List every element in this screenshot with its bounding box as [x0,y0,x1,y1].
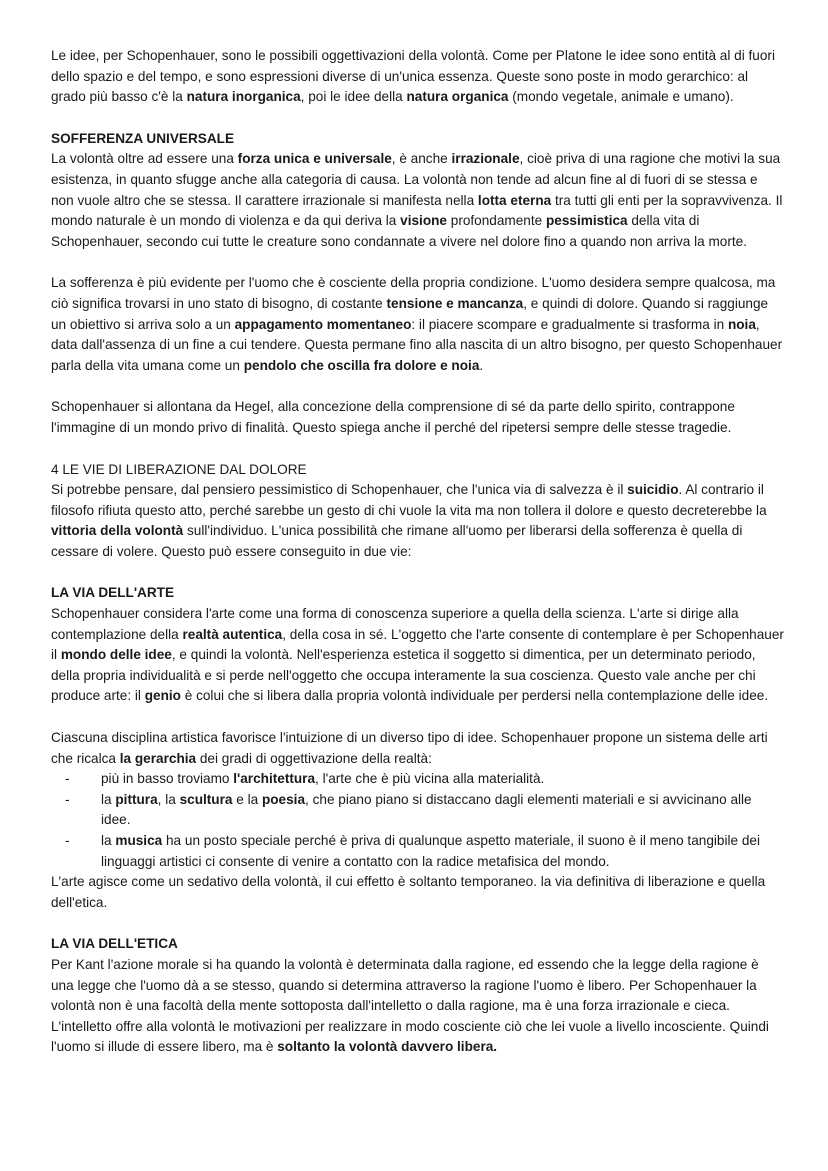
list-item-pittura-scultura-poesia [101,790,784,831]
text: la [101,833,116,848]
text: Le idee, per Schopenhauer, sono le possibili oggettivazioni della volontà. Come per Platone le idee sono entità al di fuori dello spazio e del tempo, e sono espressioni diverse di un'unica essenza. Queste sono poste in modo gerarchico: al grado più basso c'è la [51,48,775,105]
arts-hierarchy-list [51,769,784,872]
bold-text: forza unica e universale [237,151,392,167]
bold-text: la gerarchia [119,750,197,766]
etica-paragraph [51,955,784,1058]
sofferenza-paragraph-1 [51,149,784,252]
bold-text: realtà autentica [182,626,283,642]
bold-text: pendolo che oscilla fra dolore e noia [243,357,480,373]
text: profondamente [446,213,546,229]
list-item-musica [101,831,784,872]
heading-via-dell-etica: LA VIA DELL'ETICA [51,936,178,952]
text: , e quindi la volontà. Nell'esperienza estetica il soggetto si dimentica, per un determinato periodo, della propria individualità e si perde nell'oggetto che occupa interamente la sua coscienza. Questo vale anche per chi produce arte: il [51,647,756,704]
bold-text: natura inorganica [186,89,301,105]
text: Si potrebbe pensare, dal pensiero pessimistico di Schopenhauer, che l'unica via di salvezza è il [51,482,628,498]
heading-sofferenza-universale: SOFFERENZA UNIVERSALE [51,130,235,146]
text: Ciascuna disciplina artistica favorisce l'intuizione di un diverso tipo di idee. Schopenhauer propone un sistema delle arti che ricalca [51,730,768,766]
text: , l'arte che è più vicina alla materialità. [315,771,545,787]
text: , la [157,791,180,807]
text: della vita di Schopenhauer, secondo cui tutte le creature sono condannate a vivere nel dolore fino a quando non arriva la morte. [51,213,748,249]
bold-text: scultura [179,791,233,807]
text: , cioè priva di una ragione che motivi la sua esistenza, in quanto sfugge anche alla categoria di causa. La volontà non tende ad alcun fine al di fuori di se stessa e non vuole altro che se stessa. Il carattere irrazionale si manifesta nella [51,151,781,208]
bold-text: soltanto la volontà davvero libera. [277,1039,498,1055]
bold-text: pessimistica [545,213,628,229]
text: La sofferenza è più evidente per l'uomo che è cosciente della propria condizione. L'uomo desidera sempre qualcosa, ma ciò significa trovarsi in uno stato di bisogno, di costante [51,275,776,311]
sofferenza-paragraph-2 [51,273,784,376]
bold-text: appagamento momentaneo [234,316,412,332]
text: , è anche [391,151,452,167]
intro-paragraph [51,46,784,108]
bold-text: musica [115,833,163,848]
text: (mondo vegetale, animale e umano). [508,89,734,105]
text: La volontà oltre ad essere una [51,151,238,167]
text: . [479,357,484,373]
bold-text: visione [400,213,447,229]
text: la [101,791,116,807]
bold-text: lotta eterna [477,192,552,208]
text: Schopenhauer considera l'arte come una forma di conoscenza superiore a quella della scienza. L'arte si dirige alla contemplazione della [51,606,739,642]
text: e la [232,791,262,807]
sofferenza-paragraph-3: Schopenhauer si allontana da Hegel, alla concezione della comprensione di sé da parte dello spirito, contrappone l'immagine di un mondo privo di finalità. Questo spiega anche il perché del ripetersi sempre delle stesse tragedie. [51,399,735,435]
bold-text: vittoria della volontà [51,523,184,539]
text: , data dall'assenza di un fine a cui tendere. Questa permane fino alla nascita di un altro bisogno, per questo Schopenhauer parla della vita umana come un [51,316,783,373]
bold-text: natura organica [406,89,509,105]
text: più in basso troviamo [101,771,234,787]
vie-paragraph [51,480,784,562]
bold-text: mondo delle idee [60,647,172,663]
text: sull'individuo. L'unica possibilità che rimane all'uomo per liberarsi della sofferenza è quella di cessare di volere. Questo può essere conseguito in due vie: [51,523,743,559]
bold-text: poesia [261,791,306,807]
text: ha un posto speciale perché è priva di qualunque aspetto materiale, il suono è il meno tangibile dei linguaggi artistici ci consente di venire a contatto con la radice metafisica del mondo. [101,833,760,869]
text: è colui che si libera dalla propria volontà individuale per perdersi nella contemplazione delle idee. [180,688,769,704]
text: dei gradi di oggettivazione della realtà: [196,750,432,766]
text: , poi le idee della [300,89,407,105]
bold-text: genio [144,688,181,704]
text: , e quindi di dolore. Quando si raggiunge un obiettivo si arriva solo a un [51,295,769,332]
bold-text: l'architettura [233,771,316,787]
text: : il piacere scompare e gradualmente si trasforma in [411,316,728,332]
bold-text: irrazionale [451,151,520,167]
arte-paragraph-2 [51,728,784,769]
list-item-architettura [101,769,784,790]
bold-text: pittura [115,791,158,807]
text: Per Kant l'azione morale si ha quando la volontà è determinata dalla ragione, ed essendo che la legge della ragione è una legge che l'uomo dà a se stesso, quando si determina attraverso la ragione l'uomo è libero. Per Schopenhauer la volontà non è una facoltà della mente sottoposta dall'intelletto o dalla ragione, ma è una forza irrazionale e cieca. L'intelletto offre alla volontà le motivazioni per realizzare in modo cosciente ciò che lei vuole a livello incosciente. Quindi l'uomo si illude di essere libero, ma è [51,956,769,1055]
heading-via-dell-arte: LA VIA DELL'ARTE [51,585,175,601]
bold-text: tensione e mancanza [386,295,524,311]
text: . Al contrario il filosofo rifiuta questo atto, perché sarebbe un gesto di chi vuole la vita ma non tollera il dolore e questo decreterebbe la [51,482,767,518]
heading-vie-di-liberazione: 4 LE VIE DI LIBERAZIONE DAL DOLORE [51,461,307,477]
bold-text: suicidio [627,482,679,498]
text: , della cosa in sé. L'oggetto che l'arte consente di contemplare è per Schopenhauer il [51,626,784,663]
text: tra tutti gli enti per la sopravvivenza. Il mondo naturale è un mondo di violenza e da qui deriva la [51,192,783,229]
arte-paragraph-3: L'arte agisce come un sedativo della volontà, il cui effetto è soltanto temporaneo. la via definitiva di liberazione e quella dell'etica. [51,874,766,910]
bold-text: noia [727,316,756,332]
text: , che piano piano si distaccano dagli elementi materiali e si avvicinano alle idee. [101,791,752,828]
arte-paragraph-1 [51,604,784,707]
